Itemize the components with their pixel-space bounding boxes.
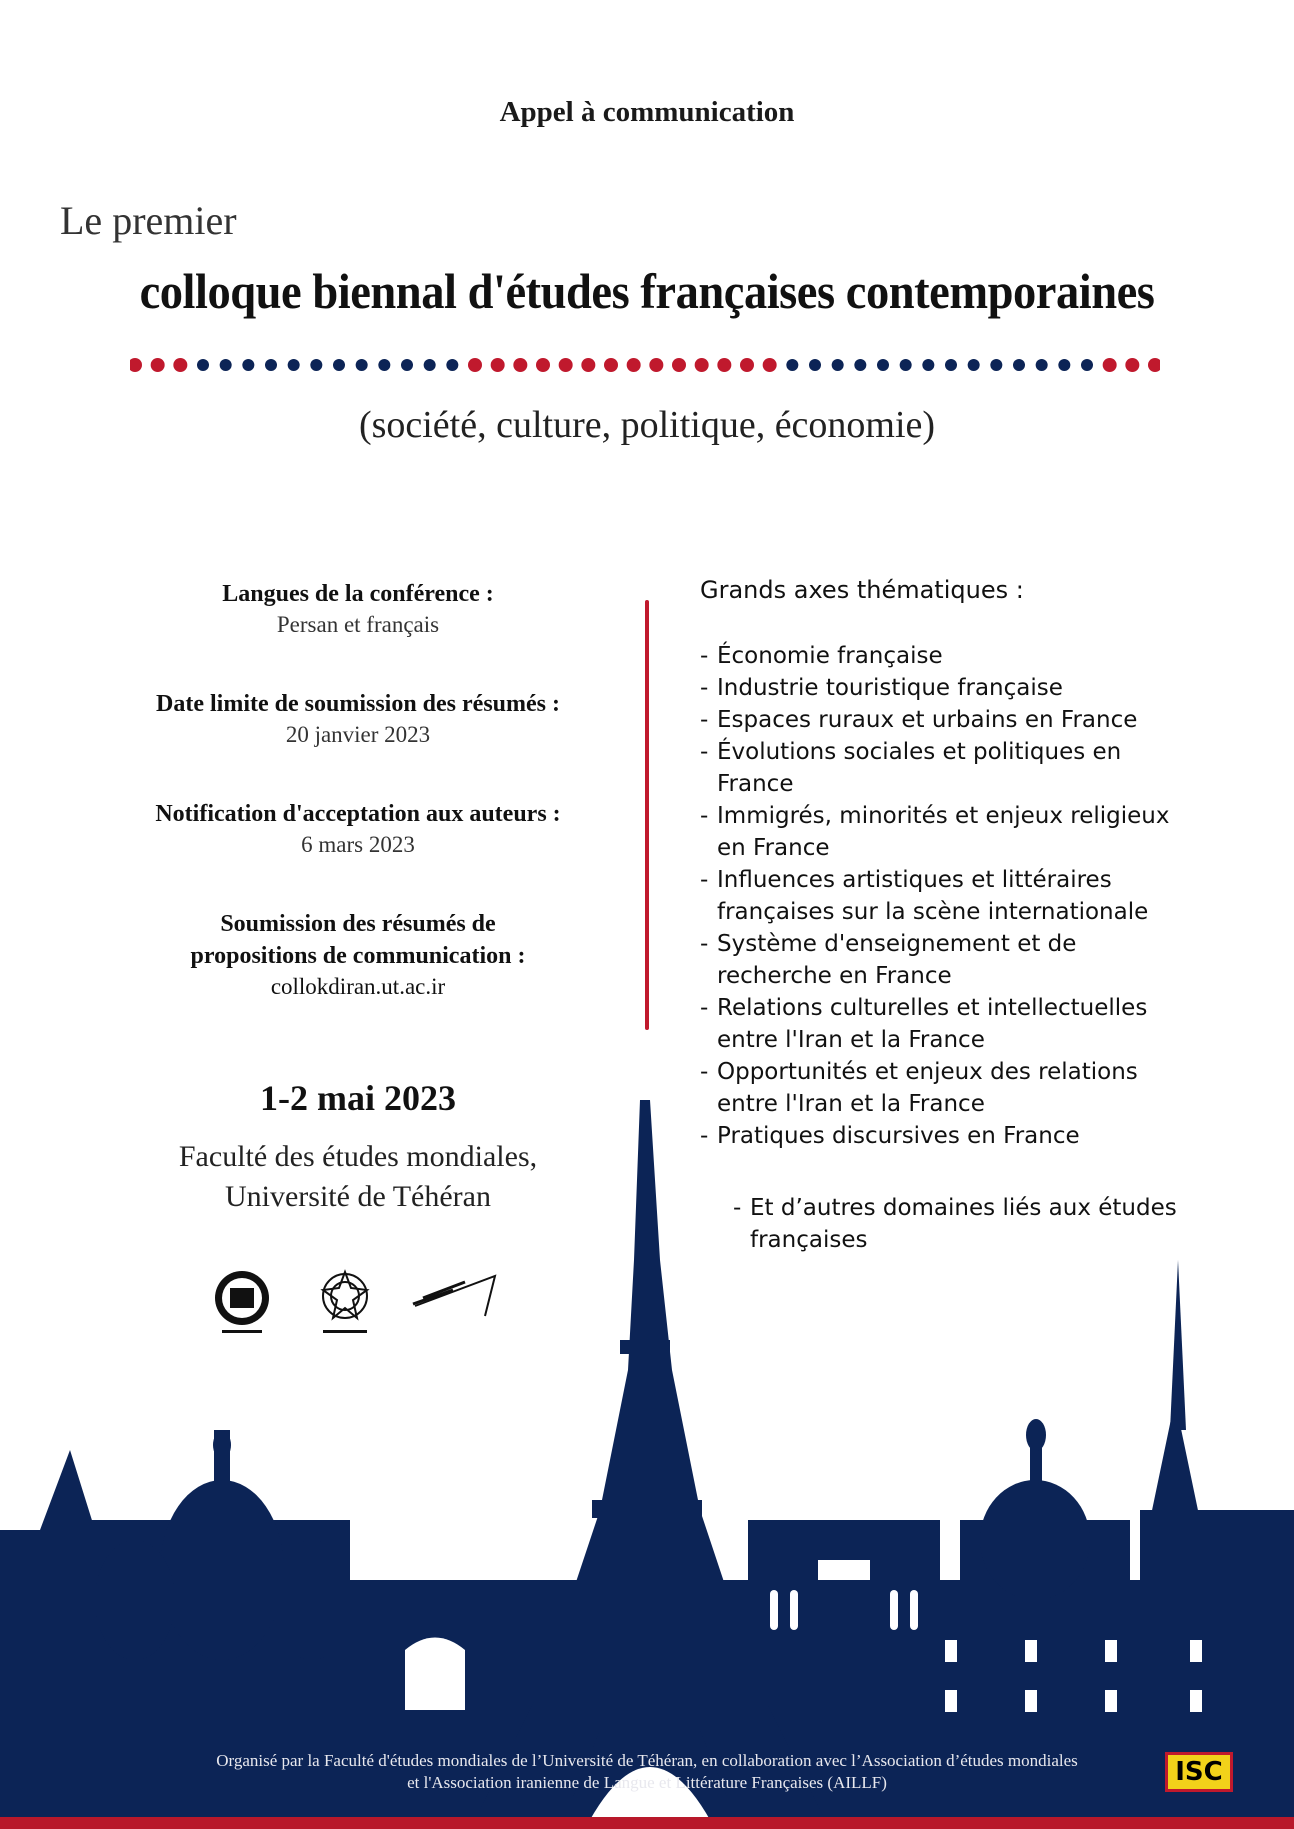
divider-dot	[559, 358, 573, 372]
divider-dot	[604, 358, 618, 372]
divider-dot	[130, 358, 142, 372]
divider-dot	[1103, 358, 1117, 372]
divider-dot	[265, 359, 277, 371]
theme-item: - Relations culturelles et intellectuelles entre l'Iran et la France	[700, 992, 1180, 1056]
divider-dot	[513, 358, 527, 372]
info-deadline	[80, 688, 636, 750]
divider-dot	[197, 359, 209, 371]
paris-skyline-illustration	[0, 1090, 1294, 1829]
call-for-papers-heading: Appel à communication	[499, 96, 795, 128]
faculty-world-studies-emblem-icon	[315, 1268, 375, 1340]
divider-dot	[877, 359, 889, 371]
divider-dot	[1036, 359, 1048, 371]
theme-item: - Immigrés, minorités et enjeux religieux en France	[700, 800, 1180, 864]
divider-dot	[786, 359, 798, 371]
divider-dot	[356, 359, 368, 371]
university-of-tehran-emblem-icon	[212, 1268, 272, 1340]
divider-dot	[468, 358, 482, 372]
info-languages	[80, 578, 636, 640]
subtitle-themes: (société, culture, politique, économie)	[358, 404, 936, 446]
themes-heading: Grands axes thématiques :	[700, 576, 1024, 604]
divider-dot	[900, 359, 912, 371]
divider-dot	[401, 359, 413, 371]
footer-line: Organisé par la Faculté d'études mondiales de l’Université de Téhéran, en collaboration avec l’Association d’études mondiales	[216, 1751, 1078, 1770]
divider-dot	[581, 358, 595, 372]
divider-dot	[968, 359, 980, 371]
divider-dot	[672, 358, 686, 372]
theme-item: - Système d'enseignement et de recherche en France	[700, 928, 1180, 992]
divider-dot	[378, 359, 390, 371]
divider-dot	[310, 359, 322, 371]
divider-dot	[649, 358, 663, 372]
bottom-red-bar	[0, 1817, 1294, 1829]
divider-dot	[242, 359, 254, 371]
info-heading: Langues de la conférence :	[222, 581, 494, 607]
theme-other-item: - Et d’autres domaines liés aux études françaises	[733, 1192, 1210, 1256]
column-divider	[645, 600, 649, 1030]
theme-item: - Industrie touristique française	[700, 672, 1180, 704]
footer-line: et l'Association iranienne de Langue et Littérature Françaises (AILLF)	[407, 1773, 887, 1792]
submission-website-link[interactable]: collokdiran.ut.ac.ir	[270, 974, 446, 999]
venue-line: Université de Téhéran	[224, 1180, 491, 1213]
divider-dot	[333, 359, 345, 371]
theme-item: - Évolutions sociales et politiques en France	[700, 736, 1180, 800]
divider-dot	[695, 358, 709, 372]
divider-dot	[491, 358, 505, 372]
venue-line: Faculté des études mondiales,	[178, 1140, 538, 1173]
divider-dot	[1081, 359, 1093, 371]
divider-dot	[809, 359, 821, 371]
info-heading: Date limite de soumission des résumés :	[156, 691, 560, 717]
info-value: 6 mars 2023	[301, 832, 415, 857]
divider-dot	[832, 359, 844, 371]
divider-dot	[717, 358, 731, 372]
decorative-dot-divider	[130, 356, 1160, 374]
info-value: 20 janvier 2023	[285, 722, 431, 747]
info-submission	[80, 908, 636, 1002]
divider-dot	[1058, 359, 1070, 371]
theme-item: - Influences artistiques et littéraires françaises sur la scène internationale	[700, 864, 1180, 928]
info-heading: Notification d'acceptation aux auteurs :	[155, 801, 561, 827]
isc-badge: ISC	[1165, 1752, 1233, 1792]
divider-dot	[627, 358, 641, 372]
divider-dot	[922, 359, 934, 371]
event-dates: 1-2 mai 2023	[260, 1078, 456, 1118]
info-notification	[80, 798, 636, 860]
divider-dot	[1125, 358, 1139, 372]
themes-list	[700, 640, 1180, 1152]
divider-dot	[854, 359, 866, 371]
info-heading: propositions de communication :	[190, 943, 526, 969]
theme-item: - Pratiques discursives en France	[700, 1120, 1180, 1152]
divider-dot	[424, 359, 436, 371]
divider-dot	[990, 359, 1002, 371]
info-heading: Soumission des résumés de	[220, 911, 496, 937]
divider-dot	[1013, 359, 1025, 371]
divider-dot	[945, 359, 957, 371]
theme-item: - Espaces ruraux et urbains en France	[700, 704, 1180, 736]
divider-dot	[763, 358, 777, 372]
divider-dot	[1148, 358, 1160, 372]
divider-dot	[151, 358, 165, 372]
divider-dot	[288, 359, 300, 371]
organizers-footer	[0, 1750, 1294, 1794]
divider-dot	[220, 359, 232, 371]
theme-item: - Opportunités et enjeux des relations entre l'Iran et la France	[700, 1056, 1180, 1120]
colloquium-title: colloque biennal d'études françaises contemporaines	[139, 263, 1155, 319]
info-value: Persan et français	[276, 612, 440, 637]
aillf-logo-icon	[405, 1268, 500, 1338]
divider-dot	[173, 358, 187, 372]
divider-dot	[740, 358, 754, 372]
divider-dot	[536, 358, 550, 372]
divider-dot	[446, 359, 458, 371]
premier-label: Le premier	[60, 198, 237, 243]
theme-item: - Économie française	[700, 640, 1180, 672]
